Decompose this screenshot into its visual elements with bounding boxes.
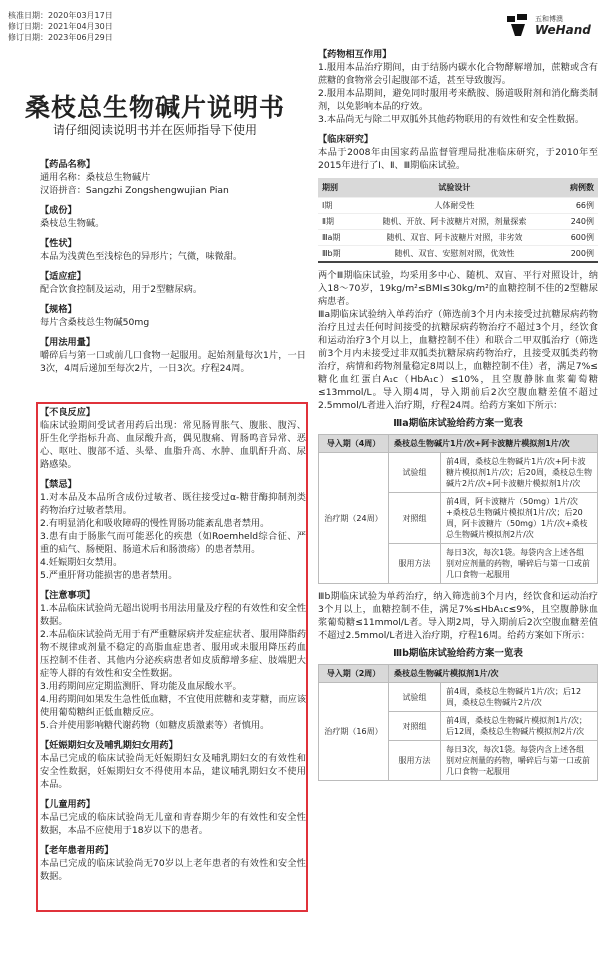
- contra-item: 4.妊娠期妇女禁用。: [40, 557, 123, 568]
- section-adverse: [40, 406, 306, 471]
- approve-date: 核准日期：2020年03月17日: [8, 11, 113, 20]
- table-cell: 桑枝总生物碱片1片/次+阿卡波糖片模拟剂1片/次: [389, 435, 598, 453]
- usage-heading: 【用法用量】: [40, 337, 96, 348]
- safety-sections: [40, 406, 306, 883]
- clinical-p1: 两个Ⅲ期临床试验，均采用多中心、随机、双盲、平行对照设计，纳入18～70岁，19kg/m²≤BMI≤30kg/m²的血糖控制不佳的2型糖尿病患者。: [318, 270, 598, 307]
- section-specification: [40, 303, 306, 329]
- table-row: [319, 435, 598, 453]
- contra-item: 5.严重肝肾功能损害的患者禁用。: [40, 570, 178, 581]
- appearance-heading: 【性状】: [40, 238, 77, 249]
- section-precautions: [40, 589, 306, 732]
- contra-item: 2.有明显消化和吸收障碍的慢性胃肠功能紊乱患者禁用。: [40, 518, 270, 529]
- table-row: [319, 683, 598, 712]
- pregnancy-text: 本品已完成的临床试验尚无妊娠期妇女及哺乳期妇女的有效性和安全性数据，妊娠期妇女不得使用本品，建议哺乳期妇女不使用本品。: [40, 753, 306, 790]
- table-cell: Ⅲa期: [318, 230, 353, 246]
- section-pregnancy: [40, 739, 306, 791]
- table-row: [318, 198, 598, 214]
- children-heading: 【儿童用药】: [40, 799, 96, 810]
- section-ingredients: [40, 204, 306, 230]
- revision-dates: [8, 10, 113, 43]
- section-children: [40, 798, 306, 837]
- table-cell: Ⅲb期: [318, 246, 353, 263]
- table-cell: 每日3次，每次1袋。每袋内含上述各组别对应剂量的药物，嚼碎后与第一口或前几口食物一起服用: [441, 741, 598, 781]
- phase3b-dosing-table: [318, 664, 598, 781]
- logo-mark-icon: [505, 12, 529, 38]
- table-cell: 对照组: [389, 493, 441, 544]
- table-header: 病例数: [555, 178, 598, 198]
- logo-cn: 五和博澳: [535, 15, 563, 23]
- table-cell: 治疗期（24周）: [319, 453, 389, 584]
- page-subtitle: 请仔细阅读说明书并在医师指导下使用: [52, 123, 257, 137]
- table-header: 试验设计: [353, 178, 555, 198]
- adverse-heading: 【不良反应】: [40, 407, 96, 418]
- table2-caption: Ⅲa期临床试验给药方案一览表: [393, 418, 523, 429]
- revise-date-1: 修订日期：2021年04月30日: [8, 22, 113, 31]
- table-row: [318, 230, 598, 246]
- precaution-item: 5.合并使用影响糖代谢药物（如糖皮质激素等）者慎用。: [40, 720, 270, 731]
- revise-date-2: 修订日期：2023年06月29日: [8, 33, 113, 42]
- table-cell: 前4周，阿卡波糖片（50mg）1片/次+桑枝总生物碱片模拟剂1片/次；后20周，阿卡波糖片（50mg）1片/次+桑枝总生物碱片模拟剂2片/次: [441, 493, 598, 544]
- table-cell: 240例: [555, 214, 598, 230]
- section-interaction: [318, 48, 598, 126]
- interaction-item: 1.服用本品治疗期间，由于结肠内碳水化合物酵解增加，蔗糖或含有蔗糖的食物常会引起腹部不适，甚至导致腹泻。: [318, 62, 598, 86]
- trial-phase-table: [318, 178, 598, 263]
- right-column: [318, 48, 598, 781]
- page-title: 桑枝总生物碱片说明书: [24, 93, 285, 122]
- table-cell: 导入期（2周）: [319, 665, 389, 683]
- table-cell: Ⅰ期: [318, 198, 353, 214]
- table-cell: 试验组: [389, 453, 441, 493]
- precaution-item: 4.用药期间如果发生急性低血糖，不宜使用蔗糖和麦芽糖，而应该使用葡萄糖纠正低血糖反应。: [40, 694, 307, 718]
- pregnancy-heading: 【妊娠期妇女及哺乳期妇女用药】: [40, 740, 178, 751]
- company-logo: [505, 12, 605, 40]
- table-cell: 前4周，桑枝总生物碱片1片/次+阿卡波糖片模拟剂1片/次；后20周，桑枝总生物碱片2片/次+阿卡波糖片模拟剂1片/次: [441, 453, 598, 493]
- table-row: [318, 214, 598, 230]
- adverse-text: 临床试验期间受试者用药后出现：常见肠胃胀气、腹胀、腹泻、肝生化学指标升高、血尿酸升高，偶见腹痛、胃肠鸣音异常、恶心、呕吐、腹部不适、头晕、血脂升高、水肿、血肌酐升高、尿路感染。: [40, 420, 306, 470]
- clinical-intro: 本品于2008年由国家药品监督管理局批准临床研究，于2010年至2015年进行了Ⅰ、Ⅱ、Ⅲ期临床试验。: [318, 147, 598, 171]
- section-usage: [40, 336, 306, 375]
- table-cell: 桑枝总生物碱片模拟剂1片/次: [389, 665, 598, 683]
- interaction-item: 3.本品尚无与除二甲双胍外其他药物联用的有效性和安全性数据。: [318, 114, 585, 125]
- table-cell: 66例: [555, 198, 598, 214]
- table-cell: 随机、双盲、阿卡波糖片对照，非劣效: [353, 230, 555, 246]
- section-elderly: [40, 844, 306, 883]
- usage-text: 嚼碎后与第一口或前几口食物一起服用。起始剂量每次1片，一日3次，4周后递加至每次2片，一日3次。疗程24周。: [40, 350, 306, 374]
- pinyin-name: 汉语拼音：Sangzhi Zongshengwujian Pian: [40, 185, 229, 196]
- contra-item: 3.患有由于肠胀气而可能恶化的疾患（如Roemheld综合征、严重的疝气、肠梗阻、肠道术后和肠溃疡）的患者禁用。: [40, 531, 306, 555]
- table-cell: 随机、开放、阿卡波糖片对照，剂量探索: [353, 214, 555, 230]
- table-header: 期别: [318, 178, 353, 198]
- interaction-item: 2.服用本品期间，避免同时服用考来酰胺、肠道吸附剂和消化酶类制剂，以免影响本品的疗效。: [318, 88, 598, 112]
- left-column: [40, 158, 306, 375]
- precaution-item: 1.本品临床试验尚无超出说明书用法用量及疗程的有效性和安全性数据。: [40, 603, 307, 627]
- precaution-item: 3.用药期间应定期监测肝、肾功能及血尿酸水平。: [40, 681, 242, 692]
- table-cell: 随机、双盲、安慰剂对照，优效性: [353, 246, 555, 263]
- contra-item: 1.对本品及本品所含成份过敏者、既往接受过α-糖苷酶抑制剂类药物治疗过敏者禁用。: [40, 492, 306, 516]
- table-cell: 600例: [555, 230, 598, 246]
- ingredients-heading: 【成份】: [40, 205, 77, 216]
- table-cell: 每日3次，每次1袋。每袋内含上述各组别对应剂量的药物，嚼碎后与第一口或前几口食物一起服用: [441, 544, 598, 584]
- section-clinical: [318, 133, 598, 781]
- children-text: 本品已完成的临床试验尚无儿童和青春期少年的有效性和安全性数据，本品不应使用于18岁以下的患者。: [40, 812, 306, 836]
- elderly-text: 本品已完成的临床试验尚无70岁以上老年患者的有效性和安全性数据。: [40, 858, 306, 882]
- section-appearance: [40, 237, 306, 263]
- indication-text: 配合饮食控制及运动，用于2型糖尿病。: [40, 284, 203, 295]
- drug-name-heading: 【药品名称】: [40, 159, 96, 170]
- interaction-heading: 【药物相互作用】: [318, 49, 392, 60]
- table-cell: 试验组: [389, 683, 441, 712]
- appearance-text: 本品为浅黄色至浅棕色的异形片；气微，味微甜。: [40, 251, 243, 262]
- ingredients-text: 桑枝总生物碱。: [40, 218, 105, 229]
- precaution-item: 2.本品临床试验尚无用于有严重糖尿病并发症症状者、服用降脂药物不规律或剂量不稳定的高脂血症患者、服用或未服用降压药血压控制不佳者、其他内分泌疾病患者如皮质醇增多症、肢端肥大症等人群的有效性和安全性数据。: [40, 629, 307, 679]
- contra-heading: 【禁忌】: [40, 479, 77, 490]
- generic-name: 通用名称：桑枝总生物碱片: [40, 172, 151, 183]
- table-cell: 服用方法: [389, 741, 441, 781]
- table-header-row: [318, 178, 598, 198]
- phase3a-dosing-table: [318, 434, 598, 584]
- table3-caption: Ⅲb期临床试验给药方案一览表: [393, 648, 523, 659]
- table-cell: 服用方法: [389, 544, 441, 584]
- table-cell: Ⅱ期: [318, 214, 353, 230]
- table-cell: 治疗期（16周）: [319, 683, 389, 781]
- specification-heading: 【规格】: [40, 304, 77, 315]
- elderly-heading: 【老年患者用药】: [40, 845, 114, 856]
- specification-text: 每片含桑枝总生物碱50mg: [40, 317, 150, 328]
- clinical-p2: Ⅲa期临床试验纳入单药治疗（筛选前3个月内未接受过抗糖尿病药物治疗且过去任何时间接受的抗糖尿病药物治疗不超过3个月，经饮食和运动治疗3个月以上，血糖控制不佳）和联合二甲双胍治疗（筛选前3个月内未接受过非双胍类抗糖尿病药物治疗，且接受双胍类药物治疗，病情和药物剂量稳定8周以上，血糖控制不佳）者，满足7%≤糖化血红蛋白A₁c（HbA₁c）≤10%，且空腹静脉血浆葡萄糖≤13mmol/L。导入期4周，导入期前后2次空腹血糖差值不超过2.5mmol/L者进入治疗期，疗程24周。给药方案如下所示：: [318, 309, 598, 411]
- indication-heading: 【适应症】: [40, 271, 86, 282]
- logo-en: WeHand: [535, 23, 591, 37]
- table-cell: 前4周，桑枝总生物碱片模拟剂1片/次；后12周，桑枝总生物碱片模拟剂2片/次: [441, 712, 598, 741]
- section-drug-name: [40, 158, 306, 197]
- table-row: [319, 665, 598, 683]
- table-row: [319, 453, 598, 493]
- section-indication: [40, 270, 306, 296]
- clinical-heading: 【临床研究】: [318, 134, 374, 145]
- clinical-p3: Ⅲb期临床试验为单药治疗，纳入筛选前3个月内，经饮食和运动治疗3个月以上，血糖控制不佳，满足7%≤HbA₁c≤9%，且空腹静脉血浆葡萄糖≤11mmol/L者。导入期2周，导入期前后2次空腹血糖差值不超过2.5mmol/L者进入治疗期，疗程16周。给药方案如下所示：: [318, 591, 598, 641]
- table-cell: 导入期（4周）: [319, 435, 389, 453]
- table-row: [318, 246, 598, 263]
- table-cell: 对照组: [389, 712, 441, 741]
- table-cell: 人体耐受性: [353, 198, 555, 214]
- precautions-heading: 【注意事项】: [40, 590, 96, 601]
- table-cell: 200例: [555, 246, 598, 263]
- section-contraindications: [40, 478, 306, 582]
- table-cell: 前4周，桑枝总生物碱片1片/次；后12周，桑枝总生物碱片2片/次: [441, 683, 598, 712]
